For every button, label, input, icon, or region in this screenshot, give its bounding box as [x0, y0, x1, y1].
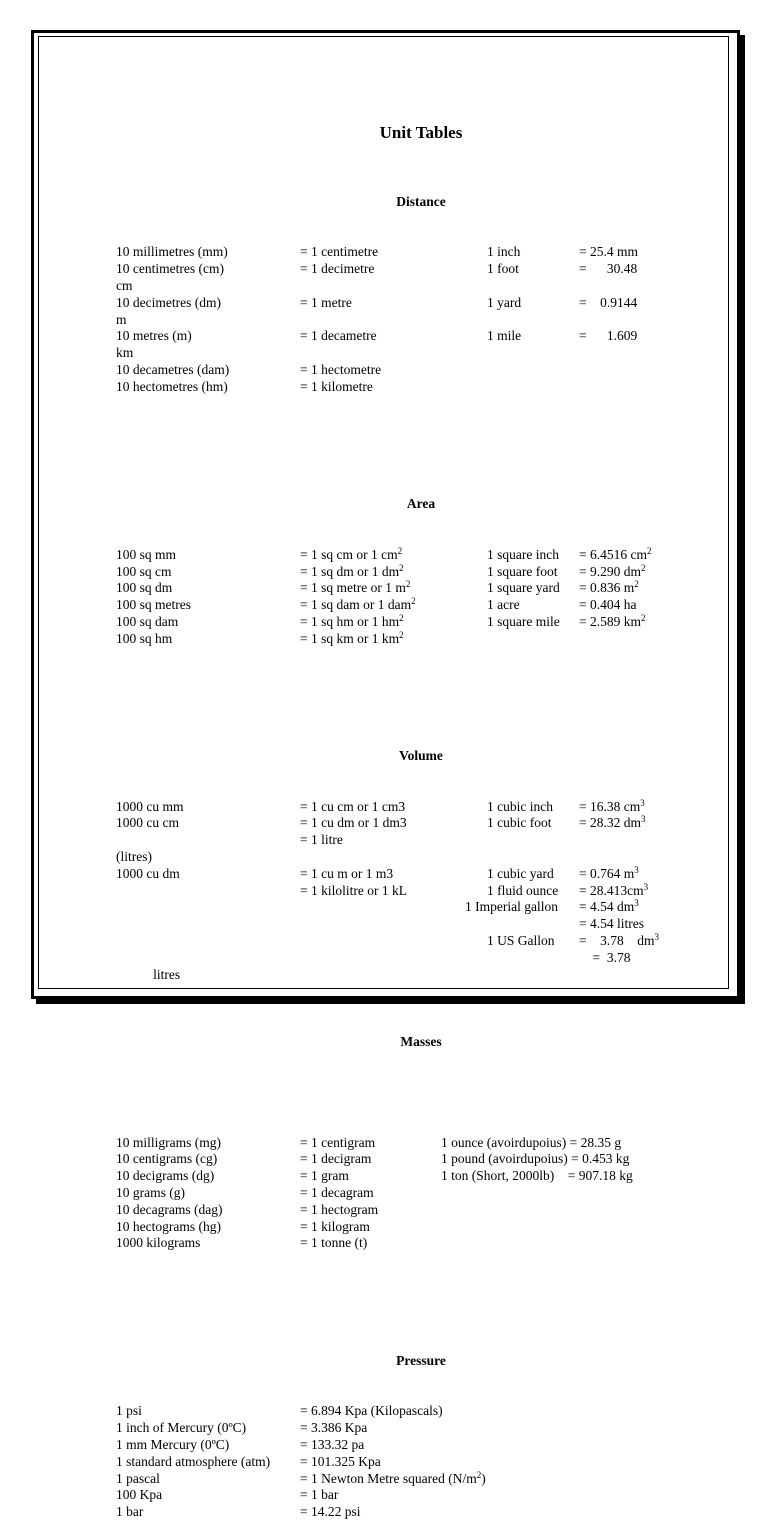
area-row [116, 564, 696, 581]
unit-equals-text: = 14.22 psi [300, 1504, 361, 1520]
unit-equals [300, 1151, 371, 1168]
unit-equals-text: = 1 cu cm or 1 cm3 [300, 798, 406, 814]
imperial-unit-text: 1 foot [487, 261, 519, 277]
metric-equivalent-text: = 3.78 [579, 949, 631, 965]
metric-equivalent-text: = 28.32 dm [579, 815, 641, 831]
volume-row [116, 899, 696, 916]
metric-equivalent [579, 866, 639, 883]
masses-table [116, 1135, 696, 1253]
imperial-unit-text: 1 square foot [487, 563, 558, 579]
pressure-row [116, 1487, 696, 1504]
metric-equivalent [579, 614, 646, 631]
unit-equals [300, 1403, 443, 1420]
imperial-unit-text: 1 fluid ounce [487, 882, 559, 898]
volume-heading: Volume [399, 748, 443, 764]
unit-equals-text: = 1 centimetre [300, 244, 379, 260]
distance-row [116, 261, 696, 278]
unit-equals-text: = 1 metre [300, 294, 352, 310]
unit-equals [300, 1437, 364, 1454]
unit-from [116, 278, 133, 295]
imperial-unit-text: 1 cubic foot [487, 815, 552, 831]
metric-equivalent [579, 328, 637, 345]
imperial-unit-text: 1 cubic yard [487, 865, 554, 881]
unit-from [116, 614, 178, 631]
distance-row [116, 312, 696, 329]
area-row [116, 547, 696, 564]
unit-equals [300, 244, 378, 261]
imperial-unit [487, 564, 557, 581]
masses-row [116, 1235, 696, 1252]
metric-equivalent [579, 597, 636, 614]
unit-equals [300, 362, 381, 379]
imperial-unit-text: 1 US Gallon [487, 933, 555, 949]
unit-equals [300, 295, 352, 312]
unit-equals [300, 1235, 367, 1252]
unit-from-text: (litres) [116, 849, 152, 865]
unit-from [116, 1437, 229, 1454]
unit-equals-text: = 1 kilogram [300, 1218, 370, 1234]
unit-equals [300, 547, 402, 564]
metric-equivalent-text: = 1.609 [579, 328, 638, 344]
metric-equivalent [579, 295, 637, 312]
unit-equals [300, 883, 407, 900]
pressure-row [116, 1471, 696, 1488]
area-table [116, 547, 696, 648]
unit-equals [300, 597, 416, 614]
unit-equals-text: = 101.325 Kpa [300, 1453, 381, 1469]
pressure-row [116, 1420, 696, 1437]
unit-from [116, 1202, 222, 1219]
unit-from-text: 10 centimetres (cm) [116, 261, 224, 277]
unit-equals-superscript: 2 [476, 1469, 482, 1480]
metric-equivalent-superscript: 2 [641, 612, 646, 623]
metric-equivalent-superscript: 3 [654, 932, 659, 943]
metric-equivalent [579, 244, 638, 261]
pressure-row [116, 1504, 696, 1521]
unit-equals-superscript: 2 [397, 545, 403, 556]
unit-from-text: 10 hectograms (hg) [116, 1218, 221, 1234]
imperial-unit [487, 866, 554, 883]
distance-table [116, 244, 696, 395]
unit-equals [300, 580, 410, 597]
unit-equals [300, 1168, 349, 1185]
unit-equals-text: = 3.386 Kpa [300, 1420, 368, 1436]
imperial-unit-text: 1 cubic inch [487, 798, 553, 814]
unit-from-text: 10 grams (g) [116, 1185, 185, 1200]
unit-from-text: 100 Kpa [116, 1487, 163, 1503]
imperial-unit [487, 597, 520, 614]
unit-from [116, 1235, 200, 1252]
unit-equals-text: = 1 decigram [300, 1151, 372, 1167]
unit-from-text: 10 decametres (dam) [116, 361, 230, 377]
document-title: Unit Tables [379, 122, 463, 142]
unit-equals [300, 1420, 367, 1437]
unit-equals [300, 866, 393, 883]
area-row [116, 631, 696, 648]
metric-equivalent [579, 564, 646, 581]
unit-from [116, 379, 228, 396]
unit-equals [300, 815, 407, 832]
unit-from-text: 1000 cu dm [116, 865, 180, 881]
volume-row [116, 933, 696, 950]
metric-equivalent-superscript: 2 [634, 579, 639, 590]
imperial-unit [487, 295, 521, 312]
metric-equivalent-superscript: 2 [641, 562, 646, 573]
unit-from [116, 547, 176, 564]
pressure-row [116, 1437, 696, 1454]
unit-from-text: m [116, 311, 127, 327]
unit-from-text: 100 sq dam [116, 613, 179, 629]
unit-from-text: 1 inch of Mercury (0ºC) [116, 1420, 247, 1436]
masses-row [116, 1168, 696, 1185]
imperial-unit-text: 1 inch [487, 244, 521, 260]
volume-row [116, 799, 696, 816]
unit-from-text: 100 sq mm [116, 546, 177, 562]
metric-equivalent-superscript: 3 [643, 881, 649, 892]
unit-from-text: 10 decigrams (dg) [116, 1168, 215, 1184]
unit-from-text: 10 centigrams (cg) [116, 1151, 218, 1167]
imperial-conversion-text: 1 ounce (avoirdupoius) = 28.35 g [441, 1134, 622, 1150]
unit-equals-text: = 1 Newton Metre squared (N/m [300, 1470, 477, 1486]
metric-equivalent [579, 950, 631, 967]
distance-row [116, 379, 696, 396]
distance-row [116, 362, 696, 379]
unit-equals-text: = 6.894 Kpa (Kilopascals) [300, 1403, 443, 1419]
unit-from-text: 10 milligrams (mg) [116, 1134, 221, 1150]
metric-equivalent [579, 815, 646, 832]
metric-equivalent-text: = 16.38 cm [579, 798, 641, 814]
unit-from [116, 597, 191, 614]
unit-from-text: 1000 kilograms [116, 1235, 201, 1251]
metric-equivalent-superscript: 3 [641, 814, 646, 825]
unit-equals-superscript: 2 [399, 562, 404, 573]
unit-from-text: 1 mm Mercury (0ºC) [116, 1436, 230, 1452]
unit-equals [300, 261, 374, 278]
unit-from [116, 1151, 217, 1168]
metric-equivalent-text: = 28.413cm [579, 882, 644, 898]
imperial-unit [487, 614, 560, 631]
imperial-unit-text: 1 yard [487, 294, 522, 310]
masses-row [116, 1202, 696, 1219]
unit-equals-text: = 1 sq cm or 1 cm [300, 546, 398, 562]
metric-equivalent-superscript: 2 [646, 545, 652, 556]
unit-equals [300, 1202, 378, 1219]
pressure-row [116, 1454, 696, 1471]
imperial-conversion-text: 1 ton (Short, 2000lb) = 907.18 kg [441, 1168, 633, 1184]
unit-equals-text: = 1 gram [300, 1168, 349, 1184]
unit-equals-text: = 1 decametre [300, 328, 377, 344]
volume-row [116, 883, 696, 900]
metric-equivalent-superscript: 3 [640, 797, 645, 808]
unit-from-text: 10 decimetres (dm) [116, 294, 221, 310]
unit-equals-text: = 1 kilolitre or 1 kL [300, 882, 407, 898]
unit-from [116, 261, 224, 278]
unit-from [116, 328, 192, 345]
unit-from-text: 1 bar [116, 1504, 144, 1520]
pressure-table [116, 1403, 696, 1521]
unit-from-text: 100 sq cm [116, 563, 172, 579]
metric-equivalent-text: = 6.4516 cm [579, 546, 647, 562]
unit-from [116, 1168, 214, 1185]
unit-from [116, 580, 172, 597]
volume-row [116, 967, 696, 984]
unit-tables-document [116, 88, 696, 1538]
unit-equals-superscript: 2 [411, 596, 416, 607]
imperial-unit [465, 899, 558, 916]
unit-from-text: 100 sq metres [116, 597, 191, 613]
area-row [116, 597, 696, 614]
unit-from [116, 1487, 162, 1504]
unit-equals [300, 564, 404, 581]
unit-from [116, 564, 172, 581]
metric-equivalent [579, 799, 645, 816]
volume-row [116, 950, 696, 967]
unit-equals-text: = 1 sq metre or 1 m [300, 580, 406, 596]
metric-equivalent-text: = 3.78 dm [579, 933, 655, 949]
volume-row [116, 815, 696, 832]
unit-from [116, 866, 180, 883]
unit-equals [300, 1504, 361, 1521]
unit-equals [300, 614, 404, 631]
metric-equivalent-superscript: 3 [634, 898, 639, 909]
metric-equivalent-text: = 2.589 km [579, 613, 641, 629]
unit-equals [300, 1185, 374, 1202]
unit-from-text: litres [116, 966, 181, 982]
unit-from-text: 100 sq dm [116, 580, 173, 596]
unit-equals-superscript: 2 [405, 579, 411, 590]
area-row [116, 580, 696, 597]
unit-from [116, 1219, 221, 1236]
unit-equals [300, 799, 405, 816]
unit-from-text: 1 psi [116, 1403, 142, 1419]
masses-heading: Masses [400, 1033, 442, 1049]
metric-equivalent-superscript: 3 [634, 864, 639, 875]
imperial-unit-text: 1 acre [487, 597, 520, 613]
unit-from [116, 1135, 221, 1152]
unit-from [116, 362, 229, 379]
unit-equals-text: = 1 hectometre [300, 361, 382, 377]
masses-row [116, 1135, 696, 1152]
unit-from [116, 312, 127, 329]
metric-equivalent-text: = 30.48 [579, 261, 638, 277]
unit-equals [300, 832, 343, 849]
unit-equals [300, 1135, 375, 1152]
unit-equals [300, 379, 373, 396]
unit-equals-text: = 133.32 pa [300, 1436, 365, 1452]
metric-equivalent-text: = 4.54 dm [579, 899, 635, 915]
imperial-unit [487, 580, 560, 597]
unit-from [116, 967, 180, 984]
imperial-unit [487, 883, 558, 900]
imperial-conversion-text: 1 pound (avoirdupoius) = 0.453 kg [441, 1151, 630, 1167]
imperial-unit [487, 244, 520, 261]
metric-equivalent [579, 916, 644, 933]
unit-from [116, 244, 228, 261]
imperial-unit-text: 1 square inch [487, 546, 559, 562]
imperial-unit [487, 328, 521, 345]
metric-equivalent-text: = 4.54 litres [579, 916, 644, 932]
unit-equals-text: = 1 cu dm or 1 dm3 [300, 815, 407, 831]
unit-equals [300, 1219, 370, 1236]
unit-from-text: km [116, 345, 134, 361]
unit-equals [300, 1487, 338, 1504]
masses-row [116, 1151, 696, 1168]
unit-equals [300, 328, 377, 345]
distance-row [116, 328, 696, 345]
unit-from [116, 631, 172, 648]
imperial-unit-text: 1 square mile [487, 613, 560, 629]
unit-equals-text: = 1 decimetre [300, 261, 375, 277]
volume-row [116, 849, 696, 866]
unit-from-text: 1000 cu cm [116, 815, 179, 831]
imperial-unit [487, 815, 551, 832]
distance-heading: Distance [396, 193, 446, 209]
unit-equals-text: = 1 sq km or 1 km [300, 630, 400, 646]
area-heading: Area [406, 496, 436, 512]
imperial-conversion [441, 1168, 633, 1185]
area-row [116, 614, 696, 631]
imperial-unit-text: 1 Imperial gallon [465, 899, 558, 915]
unit-from-text: 10 metres (m) [116, 328, 192, 344]
unit-from [116, 849, 152, 866]
unit-from-text: 1000 cu mm [116, 798, 184, 814]
imperial-unit-text: 1 mile [487, 328, 522, 344]
pressure-row [116, 1403, 696, 1420]
unit-equals-text: = 1 bar [300, 1487, 339, 1503]
metric-equivalent [579, 883, 648, 900]
volume-row [116, 916, 696, 933]
volume-row [116, 832, 696, 849]
unit-from [116, 1471, 160, 1488]
unit-equals-text: = 1 sq hm or 1 hm [300, 613, 400, 629]
imperial-conversion [441, 1151, 629, 1168]
unit-from-text: 10 hectometres (hm) [116, 378, 228, 394]
metric-equivalent [579, 933, 659, 950]
metric-equivalent [579, 899, 639, 916]
unit-from-text: 100 sq hm [116, 630, 173, 646]
unit-equals [300, 1454, 381, 1471]
unit-equals-text: = 1 centigram [300, 1134, 376, 1150]
unit-equals-text: = 1 hectogram [300, 1201, 379, 1217]
unit-equals-text: = 1 litre [300, 832, 343, 848]
distance-row [116, 278, 696, 295]
metric-equivalent [579, 580, 639, 597]
unit-equals-superscript: 2 [399, 629, 404, 640]
masses-row [116, 1219, 696, 1236]
unit-from [116, 1403, 142, 1420]
unit-from-text: 1 pascal [116, 1470, 160, 1486]
metric-equivalent-text: = 9.290 dm [579, 563, 641, 579]
unit-from [116, 1504, 143, 1521]
imperial-unit [487, 547, 559, 564]
unit-equals-text: = 1 decagram [300, 1185, 374, 1200]
unit-from [116, 1185, 185, 1202]
unit-from [116, 345, 133, 362]
pressure-heading: Pressure [396, 1352, 446, 1368]
metric-equivalent [579, 547, 651, 564]
unit-from-text: 10 millimetres (mm) [116, 244, 228, 260]
unit-equals-text: = 1 cu m or 1 m3 [300, 865, 394, 881]
imperial-unit [487, 261, 519, 278]
unit-equals [300, 1471, 486, 1488]
unit-from-text: 10 decagrams (dag) [116, 1201, 223, 1217]
unit-equals-tail: ) [481, 1470, 486, 1486]
unit-equals-text: = 1 tonne (t) [300, 1235, 368, 1251]
unit-equals-text: = 1 sq dam or 1 dam [300, 597, 412, 613]
metric-equivalent-text: = 0.9144 [579, 294, 638, 310]
imperial-unit [487, 933, 555, 950]
unit-from [116, 799, 184, 816]
metric-equivalent-text: = 0.764 m [579, 865, 635, 881]
unit-equals-text: = 1 kilometre [300, 378, 373, 394]
imperial-unit-text: 1 square yard [487, 580, 560, 596]
distance-row [116, 244, 696, 261]
unit-equals-superscript: 2 [399, 612, 404, 623]
imperial-unit [487, 799, 553, 816]
metric-equivalent-text: = 0.404 ha [579, 597, 637, 613]
metric-equivalent [579, 261, 637, 278]
unit-from [116, 815, 179, 832]
unit-equals-text: = 1 sq dm or 1 dm [300, 563, 400, 579]
unit-equals [300, 631, 404, 648]
imperial-conversion [441, 1135, 621, 1152]
metric-equivalent-text: = 25.4 mm [579, 244, 638, 260]
unit-from [116, 1454, 270, 1471]
volume-row [116, 866, 696, 883]
metric-equivalent-text: = 0.836 m [579, 580, 635, 596]
volume-table [116, 799, 696, 984]
unit-from [116, 1420, 246, 1437]
unit-from [116, 295, 221, 312]
distance-row [116, 295, 696, 312]
unit-from-text: 1 standard atmosphere (atm) [116, 1453, 271, 1469]
distance-row [116, 345, 696, 362]
unit-from-text: cm [116, 277, 133, 293]
masses-row [116, 1185, 696, 1202]
